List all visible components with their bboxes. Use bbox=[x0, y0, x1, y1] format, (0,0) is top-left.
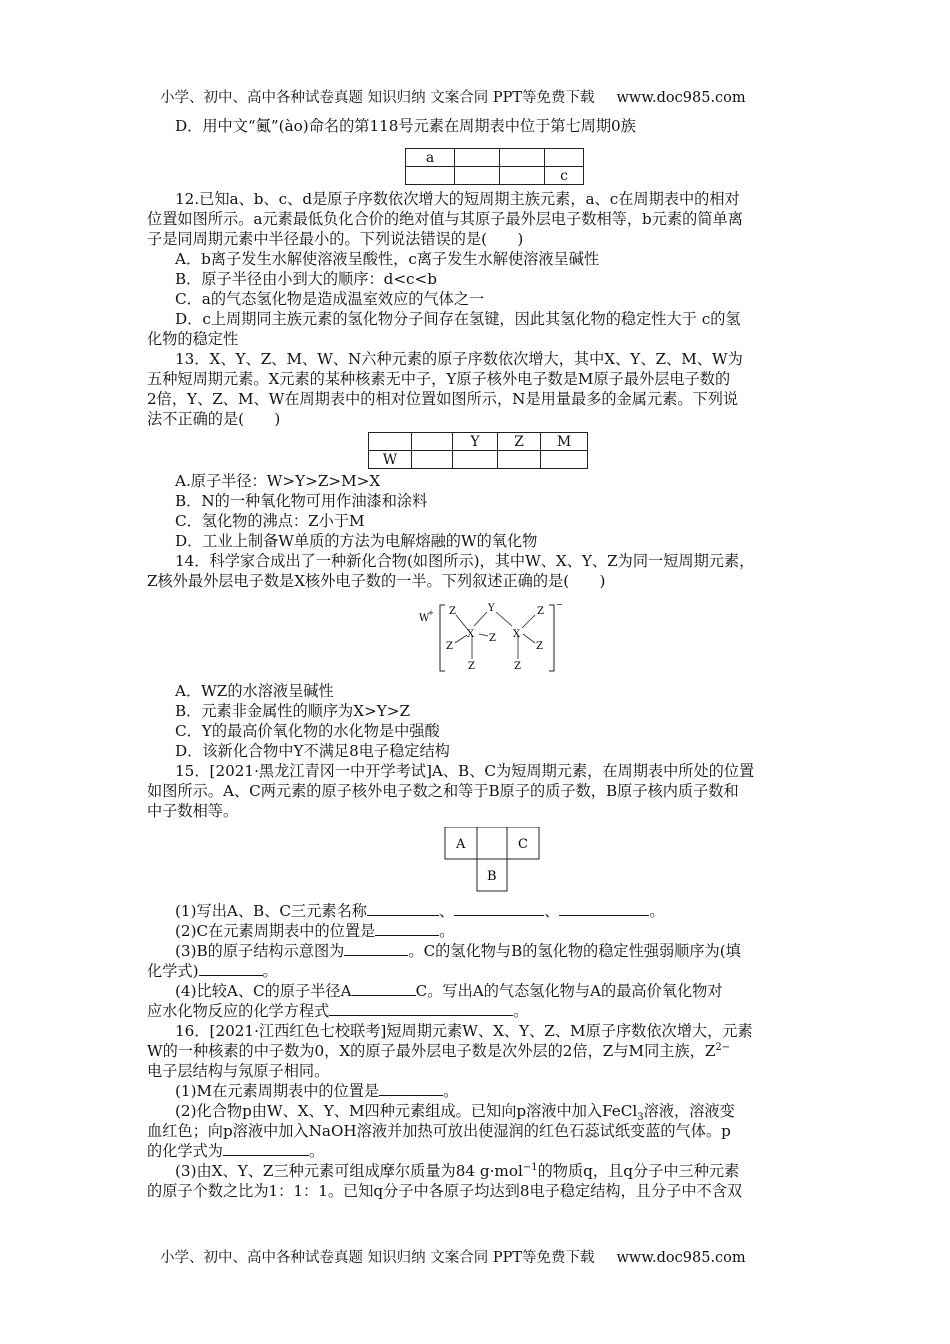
q15-stem-3: 中子数相等。 bbox=[147, 802, 239, 820]
footer-site: www.doc985.com bbox=[616, 1250, 746, 1266]
q16-part-3: (3)由X、Y、Z三种元素可组成摩尔质量为84 g·mol$^{-1}$的物质q，且q分子中三种元素 bbox=[175, 1161, 740, 1180]
q14-option-c: C．Y的最高价氧化物的水化物是中强酸 bbox=[175, 722, 440, 740]
q12-option-d: D．c上周期同主族元素的氢化物分子间存在氢键，因此其氢化物的稳定性大于 c的氢 bbox=[175, 310, 741, 328]
atom-z: Z bbox=[537, 606, 544, 617]
q13-stem-1: 13．X、Y、Z、M、W、N六种元素的原子序数依次增大，其中X、Y、Z、M、W为 bbox=[175, 350, 743, 368]
atom-z: Z bbox=[514, 661, 521, 672]
bond bbox=[474, 612, 487, 626]
answer-blank[interactable] bbox=[199, 961, 263, 976]
q12-cell bbox=[406, 167, 455, 185]
q12-cell bbox=[500, 149, 545, 167]
q13-cell: Z bbox=[498, 433, 541, 451]
q15-stem-2: 如图所示。A、C两元素的原子核外电子数之和等于B原子的质子数，B原子核内质子数和 bbox=[147, 782, 739, 800]
q12-cell bbox=[500, 167, 545, 185]
q16-part-2-cont: 血红色；向p溶液中加入NaOH溶液并加热可放出使湿润的红色石蕊试纸变蓝的气体。p bbox=[147, 1122, 731, 1140]
atom-z: Z bbox=[536, 641, 543, 652]
q13-stem-4: 法不正确的是( ) bbox=[147, 410, 281, 428]
q14-option-a: A．WZ的水溶液呈碱性 bbox=[175, 682, 334, 700]
document-body bbox=[147, 116, 809, 1201]
bond bbox=[479, 634, 488, 636]
bond bbox=[456, 615, 468, 630]
answer-blank[interactable] bbox=[559, 901, 649, 916]
q15-part-2: (2)C在元素周期表中的位置是 。 bbox=[175, 922, 455, 940]
bond bbox=[455, 635, 467, 643]
q15-part-4: (4)比较A、C的原子半径A C。写出A的气态氢化物与A的最高价氧化物对 bbox=[175, 982, 723, 1000]
q16-stem-2: W的一种核素的中子数为0，X的原子最外层电子数是次外层的2倍，Z与M同主族，$Z^{2-}$ bbox=[147, 1041, 731, 1060]
page-header bbox=[160, 86, 746, 107]
atom-z: Z bbox=[468, 661, 475, 672]
q15-part-3: (3)B的原子结构示意图为 。C的氢化物与B的氢化物的稳定性强弱顺序为(填 bbox=[175, 942, 741, 960]
struct-anion-charge: − bbox=[556, 600, 563, 609]
q13-periodic-table bbox=[368, 432, 588, 469]
header-text: 小学、初中、高中各种试卷真题 知识归纳 文案合同 PPT等免费下载 bbox=[160, 90, 595, 106]
q12-option-b: B．原子半径由小到大的顺序：d<c<b bbox=[175, 270, 437, 288]
q12-stem-3: 子是同周期元素中半径最小的。下列说法错误的是( ) bbox=[147, 230, 524, 248]
q15-cell-a: A bbox=[456, 837, 466, 852]
q12-option-d-cont: 化物的稳定性 bbox=[147, 330, 239, 348]
q13-cell bbox=[498, 451, 541, 469]
left-bracket bbox=[440, 605, 445, 671]
q15-position-diagram bbox=[147, 827, 809, 893]
bond bbox=[523, 634, 535, 643]
q13-option-a: A.原子半径：W>Y>Z>M>X bbox=[175, 472, 381, 490]
q12-cell: c bbox=[545, 167, 584, 185]
q15-part-4-cont: 应水化物反应的化学方程式 。 bbox=[147, 1002, 529, 1020]
bond bbox=[496, 612, 512, 626]
atom-z: Z bbox=[449, 606, 456, 617]
q12-periodic-table bbox=[405, 148, 584, 185]
answer-blank[interactable] bbox=[352, 981, 416, 996]
atom-z: Z bbox=[446, 641, 453, 652]
atom-y: Y bbox=[488, 603, 495, 614]
q14-option-d: D．该新化合物中Y不满足8电子稳定结构 bbox=[175, 742, 450, 760]
header-site: www.doc985.com bbox=[616, 90, 746, 106]
bond bbox=[522, 615, 535, 628]
answer-blank[interactable] bbox=[223, 1141, 309, 1156]
q11-option-d: D．用中文“鿫”(ào)命名的第118号元素在周期表中位于第七周期0族 bbox=[175, 117, 636, 135]
q14-stem-1: 14．科学家合成出了一种新化合物(如图所示)，其中W、X、Y、Z为同一短周期元素， bbox=[175, 552, 755, 570]
footer-text: 小学、初中、高中各种试卷真题 知识归纳 文案合同 PPT等免费下载 bbox=[160, 1250, 595, 1266]
q15-part-3-cont: 化学式) 。 bbox=[147, 962, 278, 980]
atom-z: Z bbox=[489, 633, 496, 644]
q12-stem-1: 12.已知a、b、c、d是原子序数依次增大的短周期主族元素，a、c在周期表中的相对 bbox=[175, 190, 740, 208]
q16-part-2: (2)化合物p由W、X、Y、M四种元素组成。已知向p溶液中加入FeCl$_3$溶液，溶液变 bbox=[175, 1102, 735, 1121]
struct-cation: W bbox=[419, 613, 430, 624]
q13-option-b: B．N的一种氧化物可用作油漆和涂料 bbox=[175, 492, 428, 510]
q14-stem-2: Z核外最外层电子数是X核外电子数的一半。下列叙述正确的是( ) bbox=[147, 572, 606, 590]
q13-cell: Y bbox=[453, 433, 498, 451]
q13-cell bbox=[369, 433, 412, 451]
q14-option-b: B．元素非金属性的顺序为X>Y>Z bbox=[175, 702, 411, 720]
q13-stem-3: 2倍，Y、Z、M、W在周期表中的相对位置如图所示，N是用量最多的金属元素。下列说 bbox=[147, 390, 739, 408]
q13-cell: M bbox=[541, 433, 588, 451]
q13-cell bbox=[453, 451, 498, 469]
q12-option-c: C．a的气态氢化物是造成温室效应的气体之一 bbox=[175, 290, 485, 308]
q13-cell bbox=[541, 451, 588, 469]
answer-blank[interactable] bbox=[367, 901, 439, 916]
q12-option-a: A．b离子发生水解使溶液呈酸性，c离子发生水解使溶液呈碱性 bbox=[175, 250, 600, 268]
q13-option-d: D．工业上制备W单质的方法为电解熔融的W的氧化物 bbox=[175, 532, 538, 550]
q13-stem-2: 五种短周期元素。X元素的某种核素无中子，Y原子核外电子数是M原子最外层电子数的 bbox=[147, 370, 731, 388]
answer-blank[interactable] bbox=[379, 1081, 443, 1096]
q12-cell bbox=[545, 149, 584, 167]
q16-part-1: (1)M在元素周期表中的位置是 。 bbox=[175, 1082, 459, 1100]
q15-stem-1: 15．[2021·黑龙江青冈一中开学考试]A、B、C为短周期元素，在周期表中所处的位置 bbox=[175, 762, 755, 780]
struct-cation-charge: + bbox=[428, 609, 434, 617]
right-bracket bbox=[549, 605, 554, 671]
answer-blank[interactable] bbox=[454, 901, 544, 916]
q13-cell: W bbox=[369, 451, 412, 469]
q14-structure-diagram bbox=[147, 597, 809, 675]
atom-x: X bbox=[467, 629, 475, 640]
q16-stem-1: 16．[2021·江西红色七校联考]短周期元素W、X、Y、Z、M原子序数依次增大，元素 bbox=[175, 1022, 753, 1040]
atom-x: X bbox=[513, 629, 521, 640]
q12-cell: a bbox=[406, 149, 455, 167]
q16-part-3-cont: 的原子个数之比为1：1：1。已知q分子中各原子均达到8电子稳定结构，且分子中不含双 bbox=[147, 1182, 743, 1200]
q13-cell bbox=[412, 433, 453, 451]
q12-cell bbox=[455, 167, 500, 185]
q16-stem-3: 电子层结构与氖原子相同。 bbox=[147, 1062, 330, 1080]
q15-part-1: (1)写出A、B、C三元素名称 、 、 。 bbox=[175, 902, 665, 920]
q13-option-c: C．氢化物的沸点：Z小于M bbox=[175, 512, 365, 530]
q12-cell bbox=[455, 149, 500, 167]
q12-stem-2: 位置如图所示。a元素最低负化合价的绝对值与其原子最外层电子数相等，b元素的简单离 bbox=[147, 210, 743, 228]
q15-cell-c: C bbox=[518, 837, 528, 852]
page-footer bbox=[160, 1246, 746, 1267]
answer-blank[interactable] bbox=[375, 921, 439, 936]
q13-cell bbox=[412, 451, 453, 469]
answer-blank[interactable] bbox=[344, 941, 408, 956]
q15-cell-b: B bbox=[487, 869, 497, 884]
answer-blank[interactable] bbox=[329, 1001, 513, 1016]
q16-part-2-cont2: 的化学式为 。 bbox=[147, 1142, 325, 1160]
